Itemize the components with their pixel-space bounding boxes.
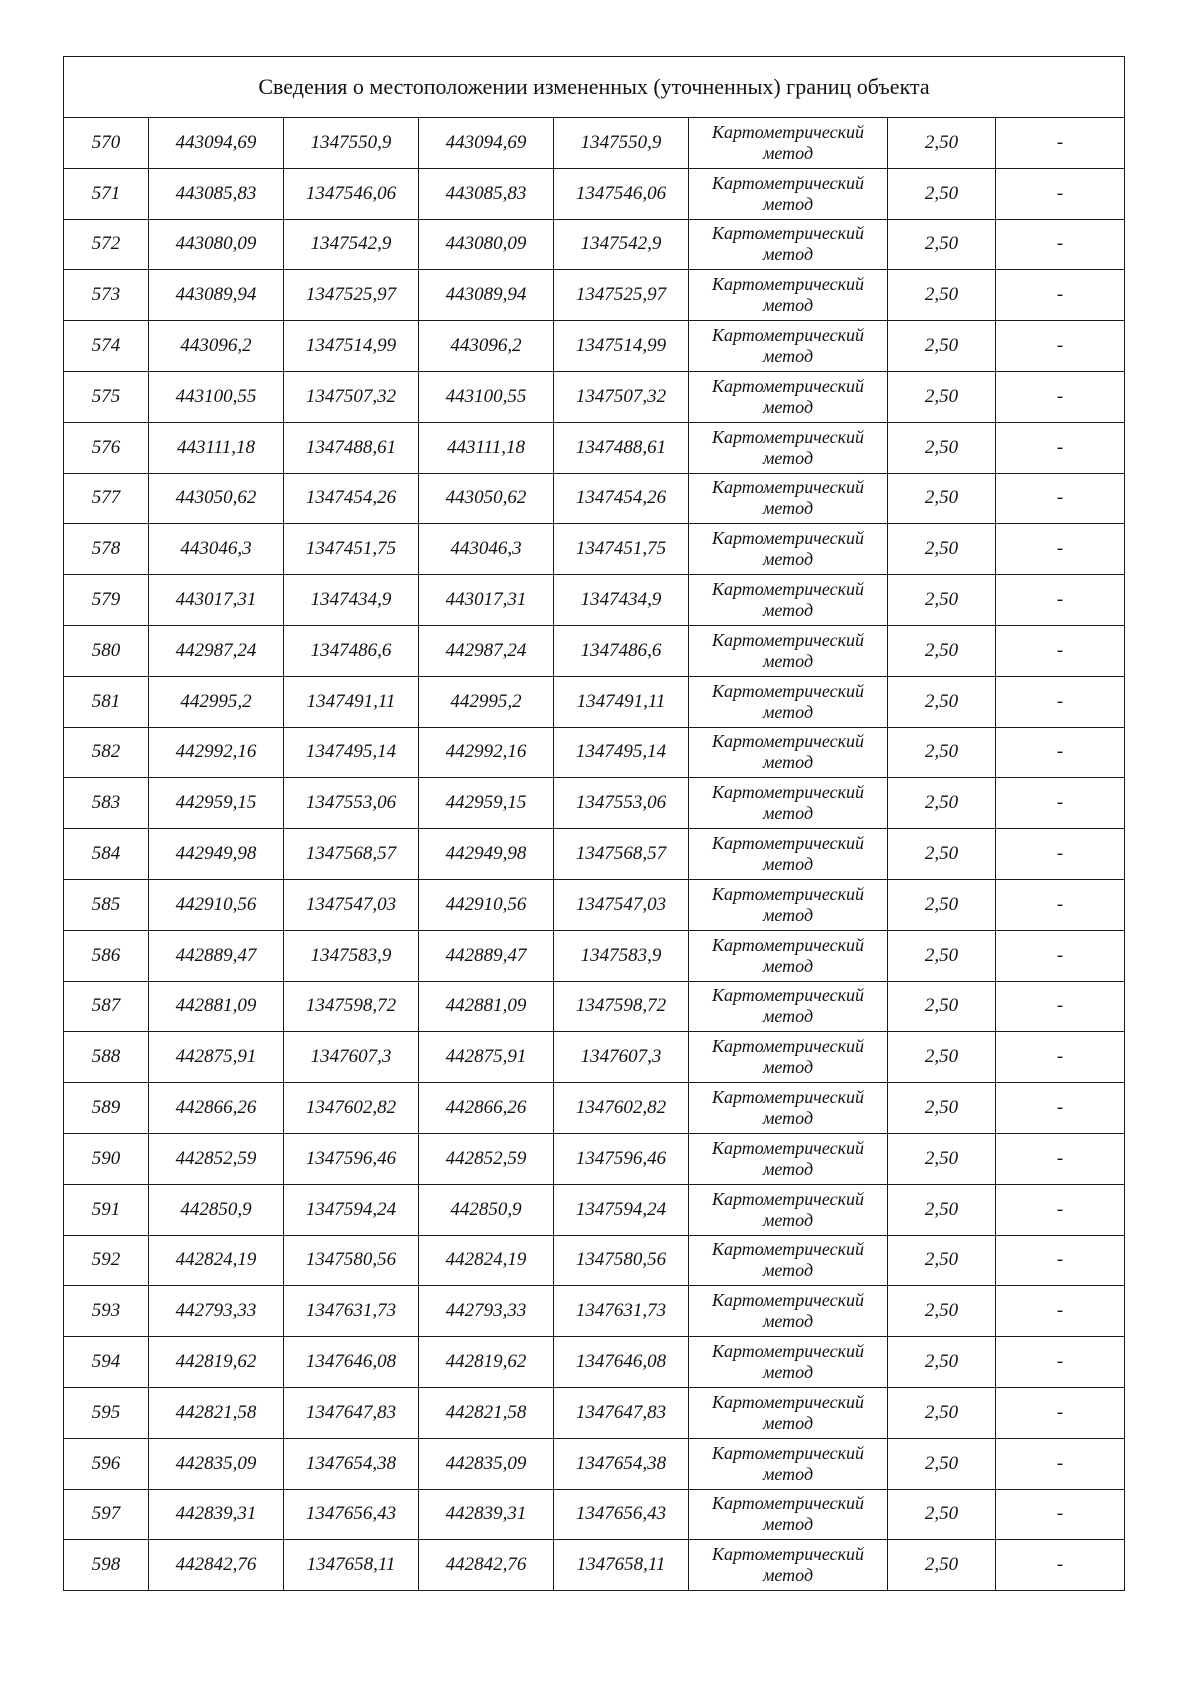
table-row <box>64 1032 1125 1083</box>
existing-y-cell: 1347647,83 <box>284 1387 419 1438</box>
notes-cell: - <box>996 1083 1125 1134</box>
refined-x-cell: 442824,19 <box>419 1235 554 1286</box>
point-number-cell: 586 <box>64 930 149 981</box>
accuracy-cell: 2,50 <box>888 270 996 321</box>
point-number-cell: 588 <box>64 1032 149 1083</box>
refined-x-cell: 442821,58 <box>419 1387 554 1438</box>
accuracy-cell: 2,50 <box>888 473 996 524</box>
existing-y-cell: 1347514,99 <box>284 321 419 372</box>
accuracy-cell: 2,50 <box>888 1337 996 1388</box>
point-number-cell: 582 <box>64 727 149 778</box>
notes-cell: - <box>996 1133 1125 1184</box>
method-cell: Картометрический метод <box>689 473 888 524</box>
table-row <box>64 422 1125 473</box>
refined-y-cell: 1347547,03 <box>554 879 689 930</box>
refined-y-cell: 1347607,3 <box>554 1032 689 1083</box>
point-number-cell: 597 <box>64 1489 149 1540</box>
accuracy-cell: 2,50 <box>888 829 996 880</box>
refined-y-cell: 1347646,08 <box>554 1337 689 1388</box>
method-cell: Картометрический метод <box>689 321 888 372</box>
refined-x-cell: 443050,62 <box>419 473 554 524</box>
method-cell: Картометрический метод <box>689 829 888 880</box>
existing-x-cell: 442839,31 <box>149 1489 284 1540</box>
notes-cell: - <box>996 219 1125 270</box>
notes-cell: - <box>996 473 1125 524</box>
accuracy-cell: 2,50 <box>888 625 996 676</box>
table-row <box>64 1337 1125 1388</box>
refined-y-cell: 1347583,9 <box>554 930 689 981</box>
table-row <box>64 727 1125 778</box>
existing-x-cell: 442852,59 <box>149 1133 284 1184</box>
existing-x-cell: 443089,94 <box>149 270 284 321</box>
refined-x-cell: 442842,76 <box>419 1540 554 1591</box>
method-cell: Картометрический метод <box>689 118 888 169</box>
existing-y-cell: 1347451,75 <box>284 524 419 575</box>
point-number-cell: 594 <box>64 1337 149 1388</box>
notes-cell: - <box>996 930 1125 981</box>
refined-x-cell: 442835,09 <box>419 1438 554 1489</box>
notes-cell: - <box>996 1438 1125 1489</box>
existing-y-cell: 1347594,24 <box>284 1184 419 1235</box>
accuracy-cell: 2,50 <box>888 168 996 219</box>
existing-x-cell: 442889,47 <box>149 930 284 981</box>
refined-y-cell: 1347553,06 <box>554 778 689 829</box>
refined-x-cell: 443089,94 <box>419 270 554 321</box>
notes-cell: - <box>996 422 1125 473</box>
notes-cell: - <box>996 1489 1125 1540</box>
method-cell: Картометрический метод <box>689 1286 888 1337</box>
notes-cell: - <box>996 321 1125 372</box>
refined-y-cell: 1347658,11 <box>554 1540 689 1591</box>
existing-y-cell: 1347646,08 <box>284 1337 419 1388</box>
existing-y-cell: 1347607,3 <box>284 1032 419 1083</box>
table-row <box>64 1133 1125 1184</box>
accuracy-cell: 2,50 <box>888 1438 996 1489</box>
point-number-cell: 593 <box>64 1286 149 1337</box>
refined-x-cell: 442839,31 <box>419 1489 554 1540</box>
existing-x-cell: 442866,26 <box>149 1083 284 1134</box>
refined-x-cell: 443096,2 <box>419 321 554 372</box>
existing-x-cell: 443050,62 <box>149 473 284 524</box>
existing-x-cell: 443085,83 <box>149 168 284 219</box>
existing-x-cell: 442824,19 <box>149 1235 284 1286</box>
notes-cell: - <box>996 1387 1125 1438</box>
table-title: Сведения о местоположении измененных (уточненных) границ объекта <box>64 57 1125 118</box>
point-number-cell: 570 <box>64 118 149 169</box>
point-number-cell: 591 <box>64 1184 149 1235</box>
refined-y-cell: 1347550,9 <box>554 118 689 169</box>
table-row <box>64 524 1125 575</box>
refined-x-cell: 442910,56 <box>419 879 554 930</box>
table-row <box>64 981 1125 1032</box>
refined-y-cell: 1347656,43 <box>554 1489 689 1540</box>
refined-x-cell: 442889,47 <box>419 930 554 981</box>
existing-y-cell: 1347434,9 <box>284 575 419 626</box>
table-row <box>64 1235 1125 1286</box>
existing-x-cell: 443046,3 <box>149 524 284 575</box>
refined-y-cell: 1347654,38 <box>554 1438 689 1489</box>
notes-cell: - <box>996 1032 1125 1083</box>
refined-x-cell: 443080,09 <box>419 219 554 270</box>
point-number-cell: 578 <box>64 524 149 575</box>
refined-y-cell: 1347580,56 <box>554 1235 689 1286</box>
point-number-cell: 596 <box>64 1438 149 1489</box>
existing-x-cell: 442793,33 <box>149 1286 284 1337</box>
table-row <box>64 1489 1125 1540</box>
method-cell: Картометрический метод <box>689 422 888 473</box>
table-row <box>64 1083 1125 1134</box>
refined-y-cell: 1347598,72 <box>554 981 689 1032</box>
table-row <box>64 1184 1125 1235</box>
method-cell: Картометрический метод <box>689 1235 888 1286</box>
accuracy-cell: 2,50 <box>888 321 996 372</box>
existing-y-cell: 1347568,57 <box>284 829 419 880</box>
table-row <box>64 575 1125 626</box>
method-cell: Картометрический метод <box>689 1489 888 1540</box>
point-number-cell: 577 <box>64 473 149 524</box>
existing-y-cell: 1347553,06 <box>284 778 419 829</box>
accuracy-cell: 2,50 <box>888 1286 996 1337</box>
method-cell: Картометрический метод <box>689 727 888 778</box>
existing-y-cell: 1347454,26 <box>284 473 419 524</box>
table-title-row <box>64 57 1125 118</box>
refined-x-cell: 442875,91 <box>419 1032 554 1083</box>
refined-x-cell: 442992,16 <box>419 727 554 778</box>
method-cell: Картометрический метод <box>689 879 888 930</box>
table-row <box>64 930 1125 981</box>
existing-x-cell: 443111,18 <box>149 422 284 473</box>
existing-x-cell: 443080,09 <box>149 219 284 270</box>
table-row <box>64 321 1125 372</box>
method-cell: Картометрический метод <box>689 1337 888 1388</box>
method-cell: Картометрический метод <box>689 270 888 321</box>
table-row <box>64 829 1125 880</box>
refined-x-cell: 443111,18 <box>419 422 554 473</box>
accuracy-cell: 2,50 <box>888 676 996 727</box>
refined-y-cell: 1347514,99 <box>554 321 689 372</box>
existing-y-cell: 1347656,43 <box>284 1489 419 1540</box>
refined-y-cell: 1347488,61 <box>554 422 689 473</box>
point-number-cell: 581 <box>64 676 149 727</box>
boundary-coordinates-table <box>63 56 1125 1591</box>
existing-y-cell: 1347550,9 <box>284 118 419 169</box>
point-number-cell: 598 <box>64 1540 149 1591</box>
refined-x-cell: 442959,15 <box>419 778 554 829</box>
notes-cell: - <box>996 270 1125 321</box>
notes-cell: - <box>996 879 1125 930</box>
notes-cell: - <box>996 727 1125 778</box>
point-number-cell: 580 <box>64 625 149 676</box>
point-number-cell: 595 <box>64 1387 149 1438</box>
existing-y-cell: 1347583,9 <box>284 930 419 981</box>
point-number-cell: 589 <box>64 1083 149 1134</box>
refined-x-cell: 442949,98 <box>419 829 554 880</box>
refined-x-cell: 443017,31 <box>419 575 554 626</box>
refined-x-cell: 442850,9 <box>419 1184 554 1235</box>
method-cell: Картометрический метод <box>689 524 888 575</box>
existing-y-cell: 1347658,11 <box>284 1540 419 1591</box>
refined-y-cell: 1347602,82 <box>554 1083 689 1134</box>
table-row <box>64 625 1125 676</box>
refined-y-cell: 1347491,11 <box>554 676 689 727</box>
point-number-cell: 576 <box>64 422 149 473</box>
accuracy-cell: 2,50 <box>888 422 996 473</box>
table-row <box>64 879 1125 930</box>
accuracy-cell: 2,50 <box>888 1489 996 1540</box>
refined-y-cell: 1347486,6 <box>554 625 689 676</box>
accuracy-cell: 2,50 <box>888 1387 996 1438</box>
method-cell: Картометрический метод <box>689 1438 888 1489</box>
notes-cell: - <box>996 371 1125 422</box>
notes-cell: - <box>996 524 1125 575</box>
notes-cell: - <box>996 1235 1125 1286</box>
notes-cell: - <box>996 575 1125 626</box>
table-row <box>64 778 1125 829</box>
method-cell: Картометрический метод <box>689 1540 888 1591</box>
method-cell: Картометрический метод <box>689 219 888 270</box>
refined-x-cell: 443094,69 <box>419 118 554 169</box>
notes-cell: - <box>996 778 1125 829</box>
existing-x-cell: 442835,09 <box>149 1438 284 1489</box>
refined-y-cell: 1347451,75 <box>554 524 689 575</box>
accuracy-cell: 2,50 <box>888 1083 996 1134</box>
existing-y-cell: 1347654,38 <box>284 1438 419 1489</box>
notes-cell: - <box>996 829 1125 880</box>
point-number-cell: 592 <box>64 1235 149 1286</box>
method-cell: Картометрический метод <box>689 1184 888 1235</box>
method-cell: Картометрический метод <box>689 575 888 626</box>
refined-y-cell: 1347507,32 <box>554 371 689 422</box>
notes-cell: - <box>996 168 1125 219</box>
existing-x-cell: 443017,31 <box>149 575 284 626</box>
existing-x-cell: 442959,15 <box>149 778 284 829</box>
point-number-cell: 571 <box>64 168 149 219</box>
accuracy-cell: 2,50 <box>888 1032 996 1083</box>
existing-x-cell: 442910,56 <box>149 879 284 930</box>
table-row <box>64 270 1125 321</box>
method-cell: Картометрический метод <box>689 1083 888 1134</box>
point-number-cell: 575 <box>64 371 149 422</box>
table-row <box>64 473 1125 524</box>
point-number-cell: 590 <box>64 1133 149 1184</box>
existing-y-cell: 1347596,46 <box>284 1133 419 1184</box>
refined-y-cell: 1347568,57 <box>554 829 689 880</box>
point-number-cell: 585 <box>64 879 149 930</box>
existing-x-cell: 442850,9 <box>149 1184 284 1235</box>
table-row <box>64 168 1125 219</box>
notes-cell: - <box>996 981 1125 1032</box>
accuracy-cell: 2,50 <box>888 778 996 829</box>
existing-x-cell: 443094,69 <box>149 118 284 169</box>
point-number-cell: 587 <box>64 981 149 1032</box>
existing-y-cell: 1347546,06 <box>284 168 419 219</box>
table-row <box>64 1540 1125 1591</box>
table-row <box>64 219 1125 270</box>
existing-x-cell: 443096,2 <box>149 321 284 372</box>
existing-x-cell: 442881,09 <box>149 981 284 1032</box>
point-number-cell: 573 <box>64 270 149 321</box>
accuracy-cell: 2,50 <box>888 1133 996 1184</box>
refined-x-cell: 442793,33 <box>419 1286 554 1337</box>
existing-y-cell: 1347488,61 <box>284 422 419 473</box>
point-number-cell: 584 <box>64 829 149 880</box>
existing-y-cell: 1347631,73 <box>284 1286 419 1337</box>
refined-y-cell: 1347495,14 <box>554 727 689 778</box>
point-number-cell: 572 <box>64 219 149 270</box>
existing-y-cell: 1347491,11 <box>284 676 419 727</box>
existing-x-cell: 442819,62 <box>149 1337 284 1388</box>
method-cell: Картометрический метод <box>689 930 888 981</box>
refined-y-cell: 1347546,06 <box>554 168 689 219</box>
existing-y-cell: 1347525,97 <box>284 270 419 321</box>
refined-y-cell: 1347525,97 <box>554 270 689 321</box>
existing-x-cell: 442987,24 <box>149 625 284 676</box>
accuracy-cell: 2,50 <box>888 371 996 422</box>
table-row <box>64 1387 1125 1438</box>
refined-y-cell: 1347454,26 <box>554 473 689 524</box>
refined-x-cell: 442819,62 <box>419 1337 554 1388</box>
notes-cell: - <box>996 676 1125 727</box>
point-number-cell: 579 <box>64 575 149 626</box>
point-number-cell: 574 <box>64 321 149 372</box>
existing-y-cell: 1347507,32 <box>284 371 419 422</box>
method-cell: Картометрический метод <box>689 981 888 1032</box>
method-cell: Картометрический метод <box>689 1387 888 1438</box>
refined-y-cell: 1347596,46 <box>554 1133 689 1184</box>
existing-x-cell: 442995,2 <box>149 676 284 727</box>
method-cell: Картометрический метод <box>689 778 888 829</box>
table-row <box>64 676 1125 727</box>
existing-x-cell: 442949,98 <box>149 829 284 880</box>
accuracy-cell: 2,50 <box>888 219 996 270</box>
method-cell: Картометрический метод <box>689 371 888 422</box>
existing-x-cell: 442992,16 <box>149 727 284 778</box>
refined-y-cell: 1347542,9 <box>554 219 689 270</box>
existing-y-cell: 1347598,72 <box>284 981 419 1032</box>
table-row <box>64 1438 1125 1489</box>
notes-cell: - <box>996 1337 1125 1388</box>
refined-x-cell: 443046,3 <box>419 524 554 575</box>
notes-cell: - <box>996 1286 1125 1337</box>
existing-x-cell: 442875,91 <box>149 1032 284 1083</box>
existing-y-cell: 1347486,6 <box>284 625 419 676</box>
existing-y-cell: 1347547,03 <box>284 879 419 930</box>
existing-y-cell: 1347495,14 <box>284 727 419 778</box>
table-row <box>64 118 1125 169</box>
notes-cell: - <box>996 625 1125 676</box>
accuracy-cell: 2,50 <box>888 575 996 626</box>
existing-x-cell: 442842,76 <box>149 1540 284 1591</box>
accuracy-cell: 2,50 <box>888 1184 996 1235</box>
accuracy-cell: 2,50 <box>888 981 996 1032</box>
table-row <box>64 371 1125 422</box>
method-cell: Картометрический метод <box>689 676 888 727</box>
existing-x-cell: 443100,55 <box>149 371 284 422</box>
existing-y-cell: 1347580,56 <box>284 1235 419 1286</box>
notes-cell: - <box>996 1540 1125 1591</box>
accuracy-cell: 2,50 <box>888 930 996 981</box>
refined-x-cell: 442995,2 <box>419 676 554 727</box>
table-row <box>64 1286 1125 1337</box>
existing-y-cell: 1347602,82 <box>284 1083 419 1134</box>
refined-y-cell: 1347594,24 <box>554 1184 689 1235</box>
notes-cell: - <box>996 1184 1125 1235</box>
accuracy-cell: 2,50 <box>888 1235 996 1286</box>
method-cell: Картометрический метод <box>689 1133 888 1184</box>
accuracy-cell: 2,50 <box>888 524 996 575</box>
accuracy-cell: 2,50 <box>888 879 996 930</box>
refined-x-cell: 442987,24 <box>419 625 554 676</box>
refined-y-cell: 1347434,9 <box>554 575 689 626</box>
refined-y-cell: 1347647,83 <box>554 1387 689 1438</box>
refined-x-cell: 442852,59 <box>419 1133 554 1184</box>
point-number-cell: 583 <box>64 778 149 829</box>
refined-x-cell: 442866,26 <box>419 1083 554 1134</box>
refined-x-cell: 443100,55 <box>419 371 554 422</box>
refined-x-cell: 443085,83 <box>419 168 554 219</box>
existing-x-cell: 442821,58 <box>149 1387 284 1438</box>
method-cell: Картометрический метод <box>689 168 888 219</box>
refined-x-cell: 442881,09 <box>419 981 554 1032</box>
accuracy-cell: 2,50 <box>888 1540 996 1591</box>
method-cell: Картометрический метод <box>689 1032 888 1083</box>
method-cell: Картометрический метод <box>689 625 888 676</box>
existing-y-cell: 1347542,9 <box>284 219 419 270</box>
notes-cell: - <box>996 118 1125 169</box>
accuracy-cell: 2,50 <box>888 727 996 778</box>
refined-y-cell: 1347631,73 <box>554 1286 689 1337</box>
accuracy-cell: 2,50 <box>888 118 996 169</box>
